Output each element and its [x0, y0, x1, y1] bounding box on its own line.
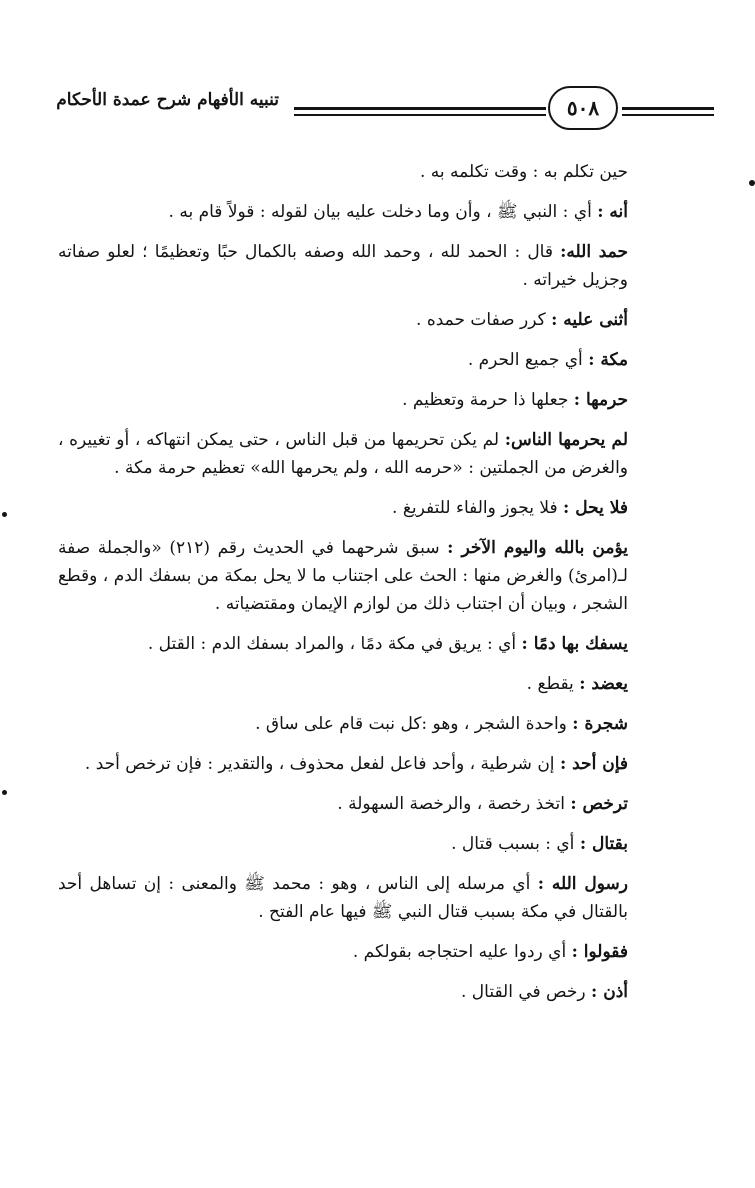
- glossary-entry: [58, 750, 628, 778]
- entry-text: أي : يريق في مكة دمًا ، والمراد بسفك الدم : القتل .: [147, 634, 517, 654]
- entry-term: فقولوا :: [571, 942, 628, 962]
- entry-text: يقطع .: [526, 674, 574, 694]
- glossary-entry: [58, 978, 628, 1006]
- glossary-entry: [58, 630, 628, 658]
- entry-text: واحدة الشجر ، وهو :كل نبت قام على ساق .: [255, 714, 567, 734]
- entry-text: أي ردوا عليه احتجاجه بقولكم .: [352, 942, 567, 962]
- entry-term: فإن أحد :: [559, 754, 628, 774]
- glossary-entry: [58, 830, 628, 858]
- entry-term: ترخص :: [570, 794, 628, 814]
- glossary-entry: [58, 790, 628, 818]
- entry-text: فلا يجوز والفاء للتفريغ .: [392, 498, 558, 518]
- entry-term: أثنى عليه :: [551, 310, 628, 330]
- entry-term: بقتال :: [579, 834, 628, 854]
- entry-text: أي : بسبب قتال .: [451, 834, 575, 854]
- entry-term: لم يحرمها الناس:: [504, 430, 629, 450]
- glossary-entry: [58, 346, 628, 374]
- entry-term: أنه :: [597, 202, 628, 222]
- header-rule: [622, 107, 714, 110]
- entry-text: أي : النبي ﷺ ، وأن وما دخلت عليه بيان لقوله : قولاً قام به .: [168, 202, 592, 222]
- entry-text: جعلها ذا حرمة وتعظيم .: [402, 390, 569, 410]
- glossary-entry: [58, 938, 628, 966]
- entry-term: يعضد :: [579, 674, 628, 694]
- entry-text: أي مرسله إلى الناس ، وهو : محمد ﷺ والمعنى : إن تساهل أحد بالقتال في مكة بسبب قتال النبي ﷺ فيها عام الفتح .: [58, 874, 628, 922]
- entry-term: مكة :: [588, 350, 628, 370]
- glossary-entry: [58, 386, 628, 414]
- entry-text: سبق شرحهما في الحديث رقم (٢١٢) «والجملة صفة لـ(امرئ) والغرض منها : الحث على اجتناب ما لا يحل بمكة من بسفك الدم ، وقطع الشجر ، وبيان أن اجتناب ذلك من لوازم الإيمان ومقتضياته .: [58, 538, 628, 614]
- glossary-entry: [58, 534, 628, 618]
- entry-term: شجرة :: [572, 714, 628, 734]
- entry-term: يؤمن بالله واليوم الآخر :: [447, 538, 628, 558]
- glossary-entry: [58, 670, 628, 698]
- scan-speck: [2, 512, 7, 517]
- glossary-entry: [58, 494, 628, 522]
- entry-term: رسول الله :: [537, 874, 628, 894]
- scan-speck: [2, 790, 7, 795]
- glossary-entry: [58, 870, 628, 926]
- scan-speck: [749, 180, 755, 186]
- entry-term: فلا يحل :: [563, 498, 628, 518]
- glossary-entry: [58, 198, 628, 226]
- running-header-title: تنبيه الأفهام شرح عمدة الأحكام: [56, 90, 279, 110]
- page-number: [548, 86, 618, 130]
- glossary-entry: [58, 306, 628, 334]
- header-rule: [294, 114, 546, 116]
- entry-text: قال : الحمد لله ، وحمد الله وصفه بالكمال حبًا وتعظيمًا ؛ لعلو صفاته وجزيل خيراته .: [58, 242, 628, 290]
- entry-text: كرر صفات حمده .: [416, 310, 546, 330]
- entry-text: حين تكلم به : وقت تكلمه به .: [419, 162, 628, 182]
- header-rule: [294, 107, 546, 110]
- entry-text: أي جميع الحرم .: [467, 350, 583, 370]
- glossary-body: [58, 158, 628, 1018]
- glossary-entry: [58, 710, 628, 738]
- entry-text: اتخذ رخصة ، والرخصة السهولة .: [337, 794, 565, 814]
- entry-term: حمد الله:: [560, 242, 629, 262]
- header-rule: [622, 114, 714, 116]
- glossary-entry: [58, 238, 628, 294]
- glossary-entry: [58, 426, 628, 482]
- entry-text: رخص في القتال .: [460, 982, 586, 1002]
- glossary-entry: [58, 158, 628, 186]
- page-number-text: ٥٠٨: [566, 96, 600, 120]
- entry-term: أذن :: [591, 982, 628, 1002]
- entry-text: إن شرطية ، وأحد فاعل لفعل محذوف ، والتقدير : فإن ترخص أحد .: [84, 754, 555, 774]
- entry-term: يسفك بها دمًا :: [521, 634, 628, 654]
- entry-text: لم يكن تحريمها من قبل الناس ، حتى يمكن انتهاكه ، أو تغييره ، والغرض من الجملتين : «حرمه الله ، ولم يحرمها الله» تعظيم حرمة مكة .: [58, 430, 628, 478]
- entry-term: حرمها :: [573, 390, 628, 410]
